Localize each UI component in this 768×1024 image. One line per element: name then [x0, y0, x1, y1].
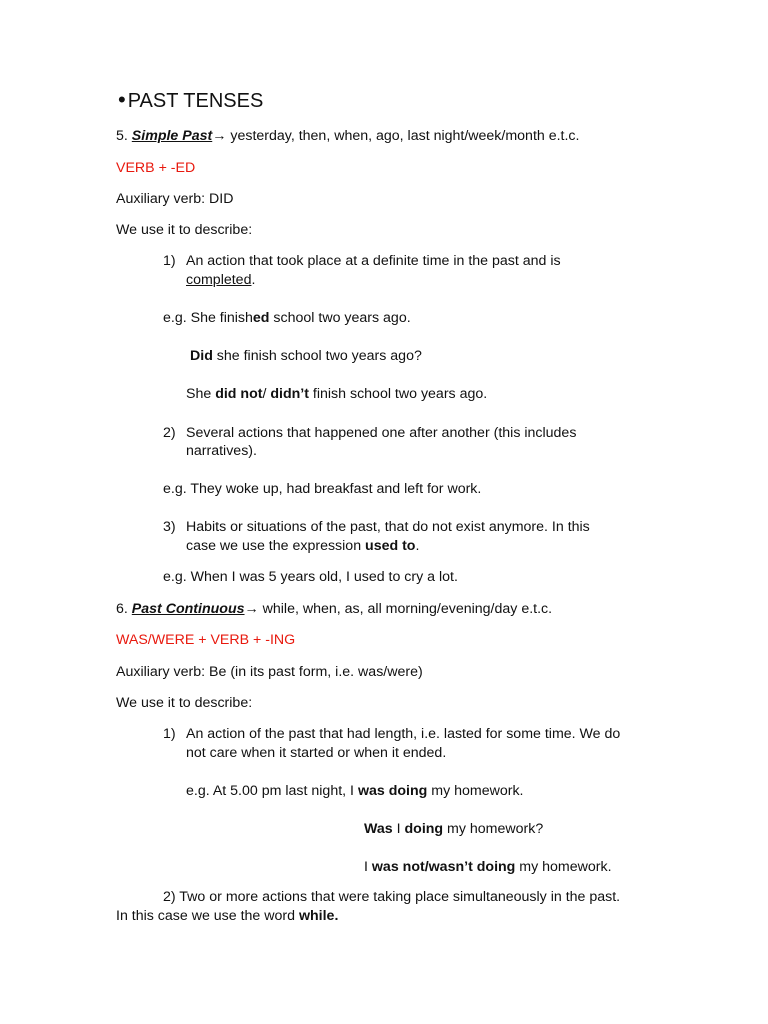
pc-use-1-line-2: not care when it started or when it ended. [186, 745, 447, 761]
pc-use-2-line-1: 2) Two or more actions that were taking place simultaneously in the past. [163, 889, 621, 905]
list-number: 1) [163, 253, 176, 269]
list-number: 1) [163, 726, 176, 742]
underlined-word: completed [186, 272, 252, 288]
past-continuous-auxiliary: Auxiliary verb: Be (in its past form, i.e. was/were) [116, 664, 423, 680]
section-number: 5. [116, 128, 128, 144]
use-1-line-2: completed. [186, 272, 256, 288]
example-5: e.g. When I was 5 years old, I used to cry a lot. [163, 569, 458, 585]
pc-example-3: I was not/wasn’t doing my homework. [364, 859, 612, 875]
example-4: e.g. They woke up, had breakfast and left for work. [163, 481, 482, 497]
tense-name: Simple Past [131, 128, 213, 144]
arrow-icon: → [212, 128, 227, 144]
use-1-line-1: An action that took place at a definite time in the past and is [186, 253, 561, 269]
example-3: She did not/ didn’t finish school two years ago. [186, 386, 488, 402]
pc-use-1-line-1: An action of the past that had length, i.e. lasted for some time. We do [186, 726, 621, 742]
list-number: 3) [163, 519, 176, 535]
simple-past-use-intro: We use it to describe: [116, 222, 253, 238]
title-bullet: • [118, 87, 126, 112]
arrow-icon: → [244, 601, 259, 617]
signal-words: yesterday, then, when, ago, last night/week/month e.t.c. [226, 128, 580, 144]
tense-name: Past Continuous [131, 601, 245, 617]
example-1: e.g. She finished school two years ago. [163, 310, 411, 326]
past-continuous-formula: WAS/WERE + VERB + -ING [116, 632, 296, 648]
use-3-line-1: Habits or situations of the past, that do not exist anymore. In this [186, 519, 590, 535]
title-text: PAST TENSES [127, 90, 264, 112]
list-number: 2) [163, 425, 176, 441]
example-2: Did she finish school two years ago? [190, 348, 422, 364]
page-title [118, 88, 263, 113]
simple-past-auxiliary: Auxiliary verb: DID [116, 191, 234, 207]
signal-words: while, when, as, all morning/evening/day e.t.c. [258, 601, 553, 617]
pc-example-1: e.g. At 5.00 pm last night, I was doing my homework. [186, 783, 524, 799]
pc-example-2: Was I doing my homework? [364, 821, 544, 837]
pc-use-2-line-2: In this case we use the word while. [116, 908, 339, 924]
past-continuous-heading [116, 600, 552, 618]
use-2-line-2: narratives). [186, 443, 257, 459]
use-3-line-2: case we use the expression used to. [186, 538, 420, 554]
section-number: 6. [116, 601, 128, 617]
simple-past-formula: VERB + -ED [116, 160, 196, 176]
use-2-line-1: Several actions that happened one after another (this includes [186, 425, 577, 441]
simple-past-heading [116, 127, 579, 145]
past-continuous-use-intro: We use it to describe: [116, 695, 253, 711]
